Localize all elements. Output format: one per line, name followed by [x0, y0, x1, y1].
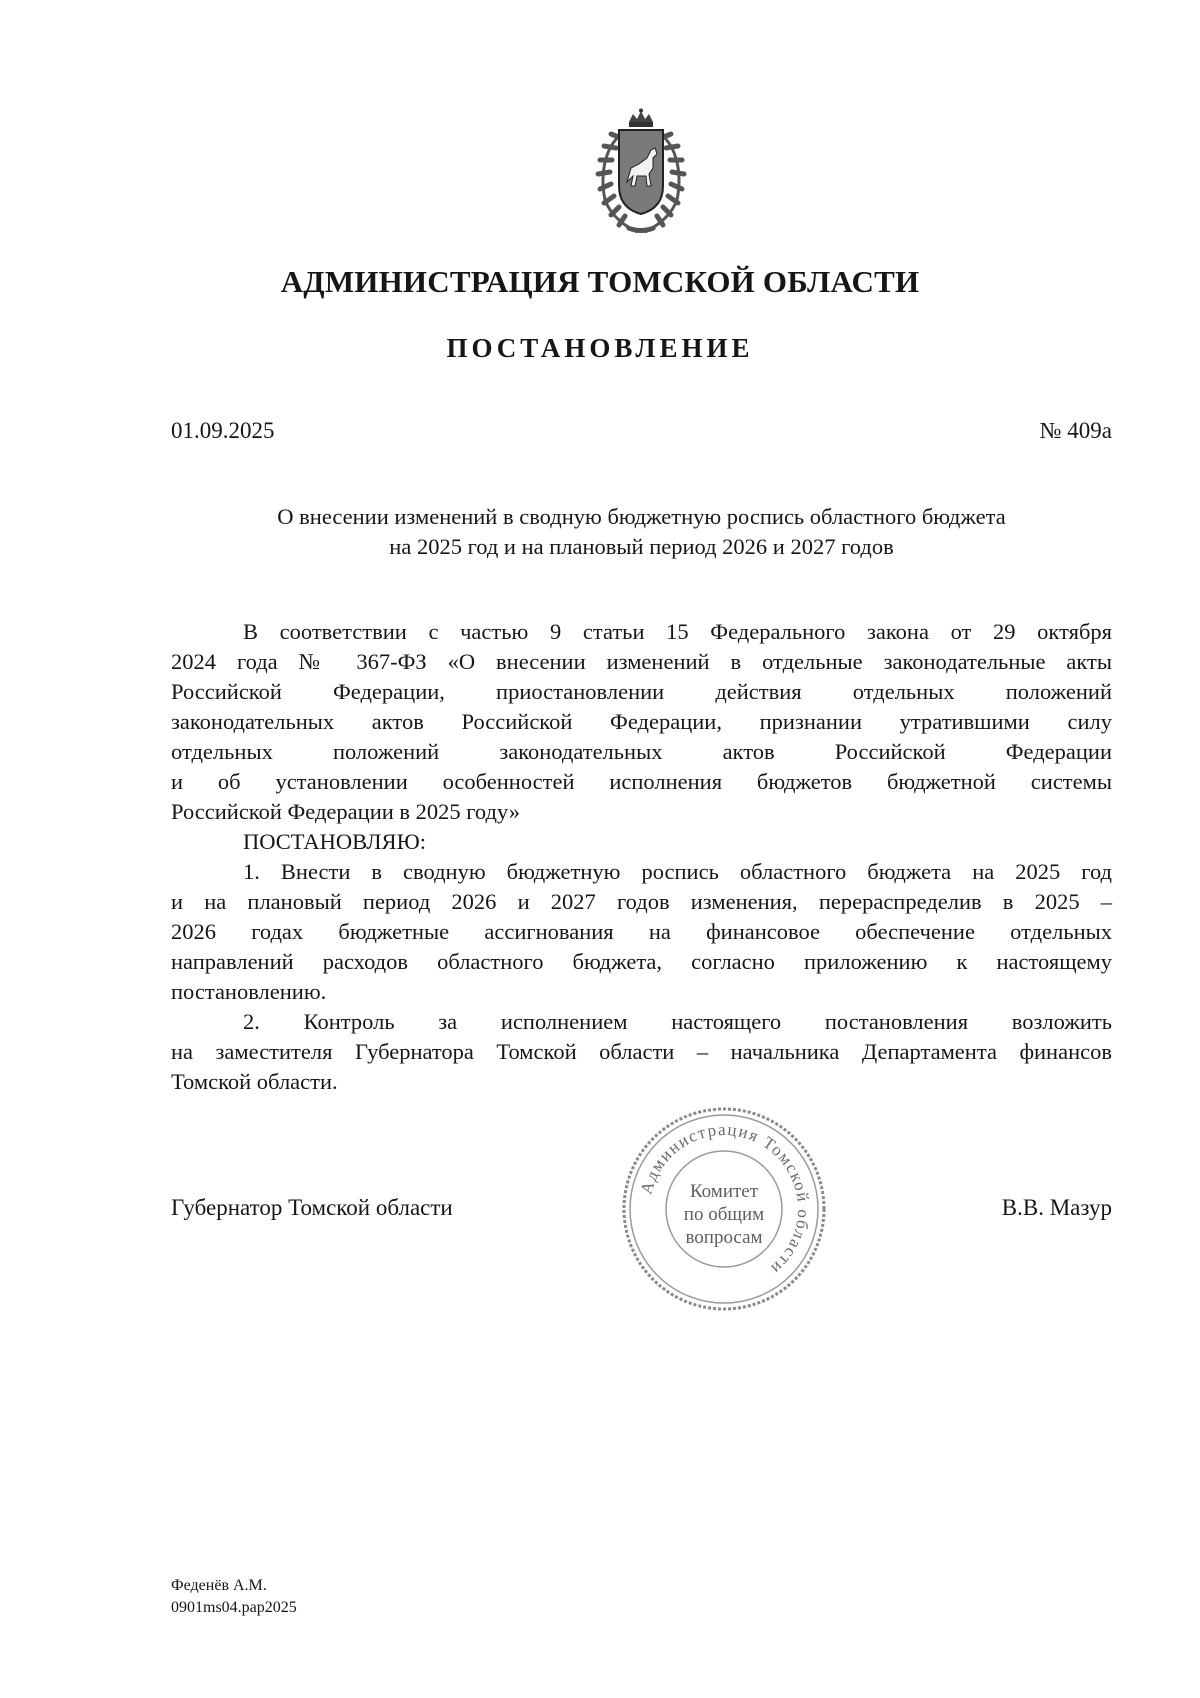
body-line: 2026 годах бюджетные ассигнования на финансовое обеспечение отдельных	[171, 919, 1112, 944]
body-line: В соответствии с частью 9 статьи 15 Федерального закона от 29 октября	[243, 619, 1112, 644]
organization-title: АДМИНИСТРАЦИЯ ТОМСКОЙ ОБЛАСТИ	[280, 264, 920, 299]
tomsk-coat-of-arms-icon	[585, 108, 697, 236]
document-number: № 409а	[1039, 418, 1112, 443]
body-line: направлений расходов областного бюджета, согласно приложению к настоящему	[171, 949, 1112, 974]
official-stamp	[618, 1103, 830, 1315]
body-line: законодательных актов Российской Федерации, признании утратившими силу	[171, 709, 1112, 734]
subject-line: на 2025 год и на плановый период 2026 и 2027 годов	[389, 534, 894, 559]
document-footer	[171, 1575, 297, 1619]
file-code: 0901ms04.pap2025	[171, 1599, 297, 1616]
body-line: 2. Контроль за исполнением настоящего постановления возложить	[243, 1009, 1112, 1034]
signatory-name: В.В. Мазур	[1001, 1195, 1112, 1220]
body-line: Российской Федерации в 2025 году»	[171, 799, 521, 824]
body-line: Томской области.	[171, 1069, 338, 1094]
body-line: постановлению.	[171, 979, 327, 1004]
stamp-center-line: вопросам	[685, 1227, 763, 1248]
stamp-center-line: Комитет	[689, 1181, 759, 1202]
body-line: 2024 года № 367-ФЗ «О внесении изменений в отдельные законодательные акты	[171, 649, 1112, 674]
resolution-word: ПОСТАНОВЛЯЮ:	[243, 829, 426, 854]
stamp-ring-text: Администрация Томской области	[636, 1119, 814, 1280]
signatory-title: Губернатор Томской области	[171, 1195, 453, 1220]
body-line: отдельных положений законодательных актов Российской Федерации	[171, 739, 1112, 764]
subject-line: О внесении изменений в сводную бюджетную роспись областного бюджета	[277, 504, 1006, 529]
body-line: Российской Федерации, приостановлении действия отдельных положений	[171, 679, 1112, 704]
body-line: и об установлении особенностей исполнения бюджетов бюджетной системы	[171, 769, 1112, 794]
body-line: 1. Внести в сводную бюджетную роспись областного бюджета на 2025 год	[243, 859, 1112, 884]
body-line: и на плановый период 2026 и 2027 годов изменения, перераспределив в 2025 –	[171, 889, 1112, 914]
document-subject	[171, 502, 1112, 562]
document-date: 01.09.2025	[171, 418, 275, 443]
document-type: ПОСТАНОВЛЕНИЕ	[446, 333, 754, 363]
body-line: на заместителя Губернатора Томской области – начальника Департамента финансов	[171, 1039, 1112, 1064]
stamp-center-line: по общим	[683, 1204, 765, 1225]
executor-name: Феденёв А.М.	[171, 1577, 267, 1594]
document-body	[171, 617, 1112, 1097]
